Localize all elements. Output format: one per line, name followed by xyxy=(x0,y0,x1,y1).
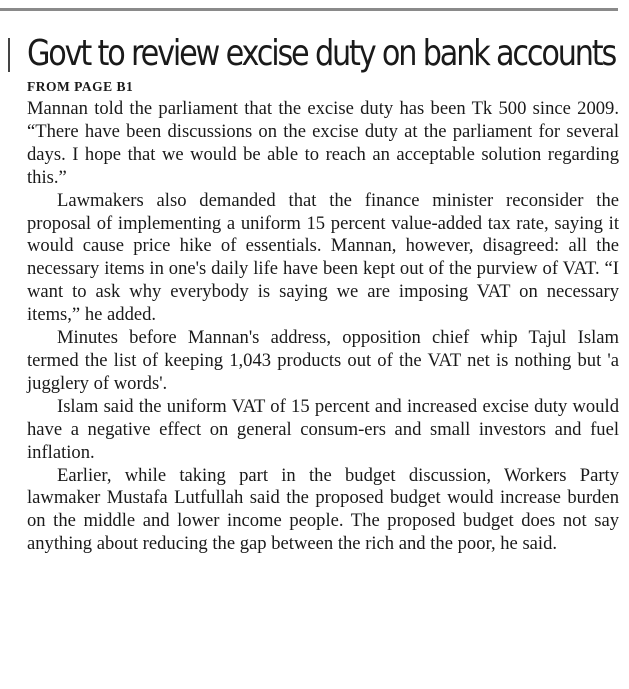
paragraph-3: Minutes before Mannan's address, opposition chief whip Tajul Islam termed the list of keeping 1,043 products out of the VAT net is nothing but 'a jugglery of words'. xyxy=(27,327,619,394)
jump-line: FROM PAGE B1 xyxy=(27,79,134,94)
column-rule xyxy=(8,38,10,72)
paragraph-1: Mannan told the parliament that the excise duty has been Tk 500 since 2009. “There have been discussions on the excise duty at the parliament for several days. I hope that we would be able to reach an acceptable solution regarding this.” xyxy=(27,98,619,188)
paragraph-4: Islam said the uniform VAT of 15 percent and increased excise duty would have a negative effect on general consum-ers and small investors and fuel inflation. xyxy=(27,395,619,463)
headline: Govt to review excise duty on bank accounts xyxy=(27,33,616,74)
article-body xyxy=(27,98,619,556)
news-article xyxy=(27,30,619,556)
paragraph-2: Lawmakers also demanded that the finance minister reconsider the proposal of implementing a uniform 15 percent value-added tax rate, saying it would cause price hike of essentials. Mannan, however, disagreed: all the necessary items in one's daily life have been kept out of the purview of VAT. “I want to ask why everybody is saying we are imposing VAT on necessary items,” he added. xyxy=(27,189,619,326)
top-rule xyxy=(0,8,618,11)
paragraph-5: Earlier, while taking part in the budget discussion, Workers Party lawmaker Mustafa Lutfullah said the proposed budget would increase burden on the middle and lower income people. The proposed budget does not say anything about reducing the gap between the rich and the poor, he said. xyxy=(27,464,619,555)
